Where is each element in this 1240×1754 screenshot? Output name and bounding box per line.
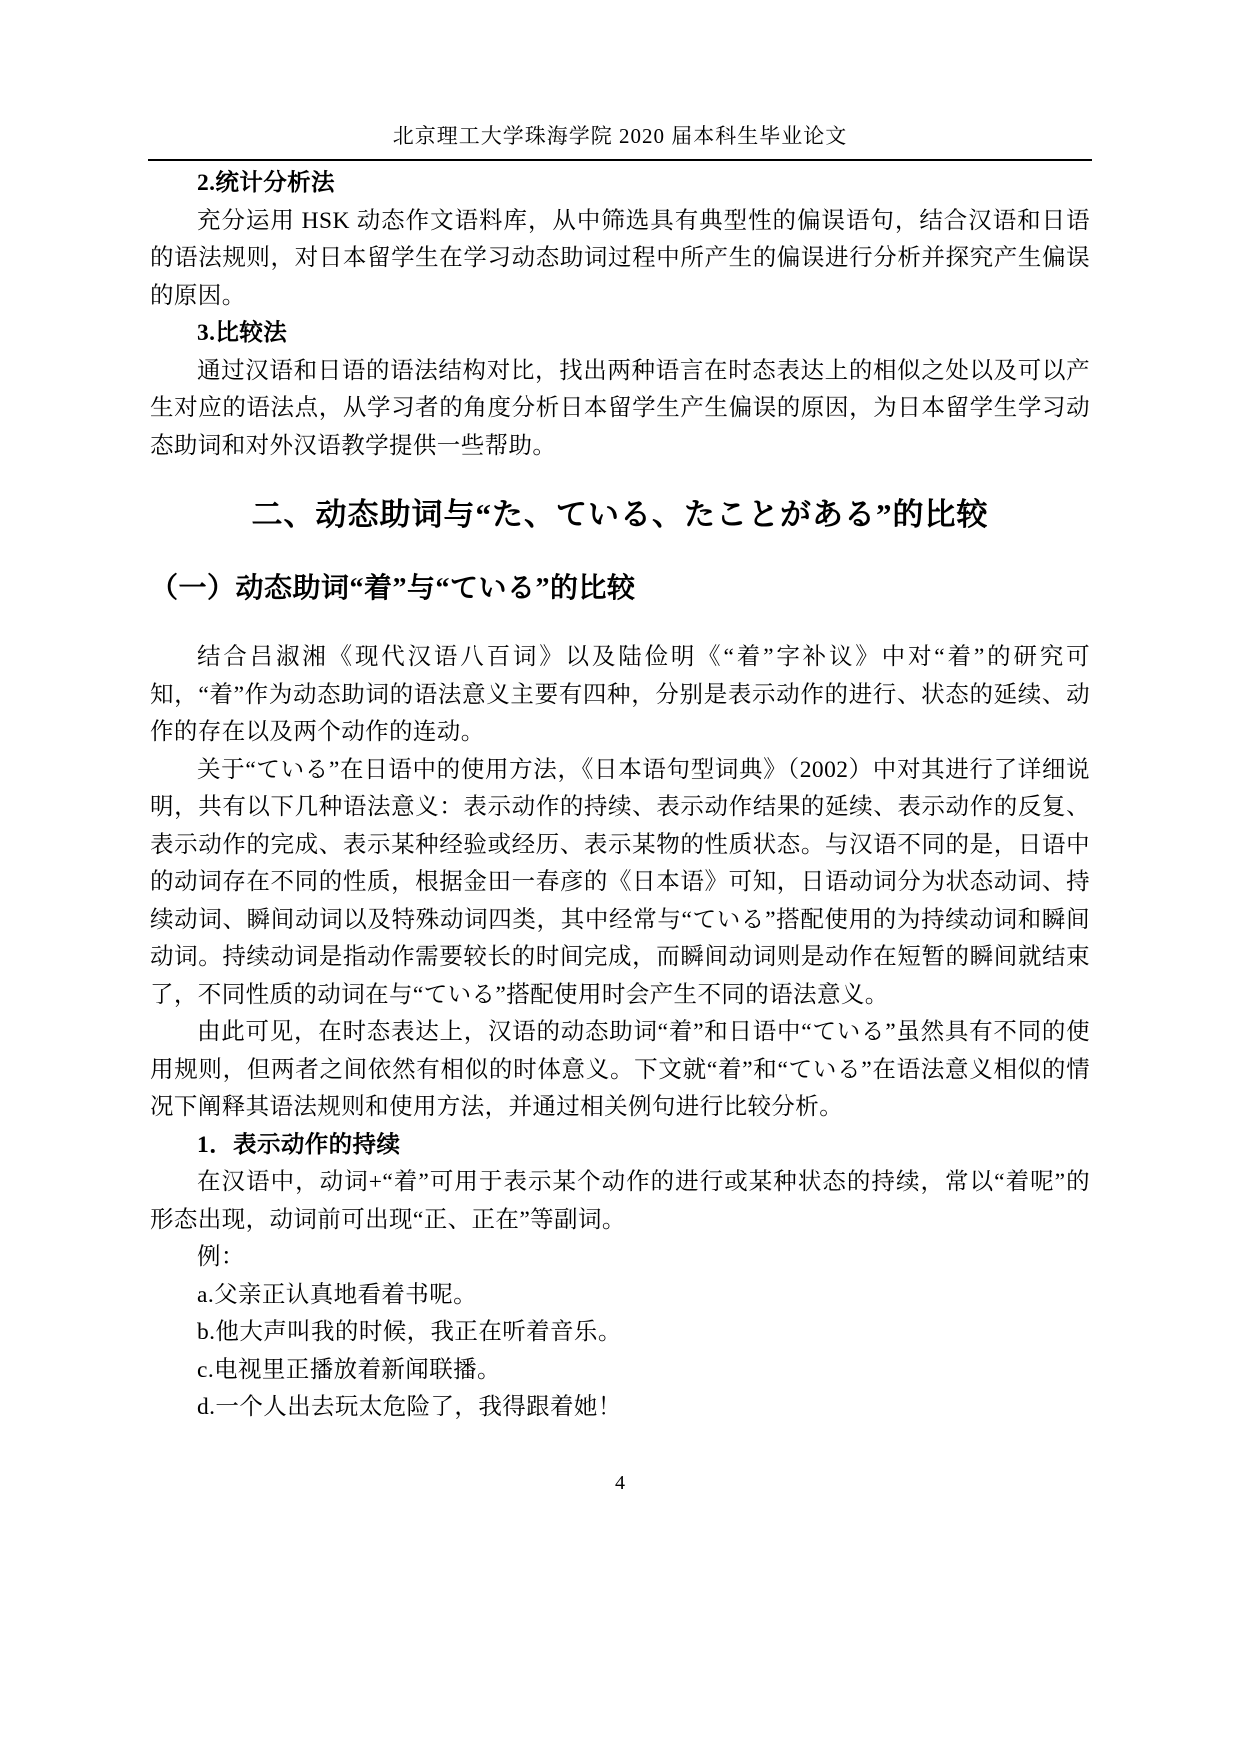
document-body (150, 165, 1090, 1427)
heading-action-duration: 1．表示动作的持续 (197, 1131, 401, 1158)
paragraph-teiru-usage: 关于“ている”在日语中的使用方法，《日本语句型词典》（2002）中对其进行了详细说明，共有以下几种语法意义：表示动作的持续、表示动作结果的延续、表示动作的反复、表示动作的完成、表示某种经验或经历、表示某物的性质状态。与汉语不同的是，日语中的动词存在不同的性质，根据金田一春彦的《日本语》可知，日语动词分为状态动词、持续动词、瞬间动词以及特殊动词四类，其中经常与“ている”搭配使用的为持续动词和瞬间动词。持续动词是指动作需要较长的时间完成，而瞬间动词则是动作在短暂的瞬间就结束了，不同性质的动词在与“ている”搭配使用时会产生不同的语法意义。 (150, 756, 1090, 1008)
example-label: 例： (197, 1244, 245, 1270)
page-header (148, 120, 1092, 161)
example-sentence-a: a.父亲正认真地看着书呢。 (197, 1281, 478, 1308)
example-sentence-c: c.电视里正播放着新闻联播。 (197, 1356, 501, 1383)
subsection-title-zhe-teiru: （一）动态助词“着”与“ている”的比较 (150, 573, 636, 604)
page-number: 4 (615, 1472, 625, 1494)
paragraph-comparison-method: 通过汉语和日语的语法结构对比，找出两种语言在时态表达上的相似之处以及可以产生对应的语法点，从学习者的角度分析日本留学生产生偏误的原因，为日本留学生学习动态助词和对外汉语教学提供一些帮助。 (150, 357, 1090, 459)
heading-statistical-analysis-method: 2.统计分析法 (197, 170, 335, 196)
paragraph-zhe-research: 结合吕淑湘《现代汉语八百词》以及陆俭明《“着”字补议》中对“着”的研究可知，“着”作为动态助词的语法意义主要有四种，分别是表示动作的进行、状态的延续、动作的存在以及两个动作的连动。 (150, 644, 1090, 745)
paragraph-action-duration: 在汉语中，动词+“着”可用于表示某个动作的进行或某种状态的持续，常以“着呢”的形态出现，动词前可出现“正、正在”等副词。 (150, 1169, 1090, 1233)
page-footer (0, 1472, 1240, 1495)
header-title: 北京理工大学珠海学院 2020 届本科生毕业论文 (392, 124, 848, 148)
paragraph-summary-comparison: 由此可见，在时态表达上，汉语的动态助词“着”和日语中“ている”虽然具有不同的使用规则，但两者之间依然有相似的时体意义。下文就“着”和“ている”在语法意义相似的情况下阐释其语法规则和使用方法，并通过相关例句进行比较分析。 (150, 1019, 1090, 1120)
example-sentence-b: b.他大声叫我的时候，我正在听着音乐。 (197, 1319, 622, 1345)
heading-comparison-method: 3.比较法 (197, 320, 288, 346)
section-title-main: 二、动态助词与“た、ている、たことがある”的比较 (251, 497, 989, 532)
example-sentence-d: d.一个人出去玩太危险了，我得跟着她！ (197, 1394, 622, 1420)
paragraph-statistical-analysis: 充分运用 HSK 动态作文语料库，从中筛选具有典型性的偏误语句，结合汉语和日语的语法规则，对日本留学生在学习动态助词过程中所产生的偏误进行分析并探究产生偏误的原因。 (150, 207, 1090, 309)
